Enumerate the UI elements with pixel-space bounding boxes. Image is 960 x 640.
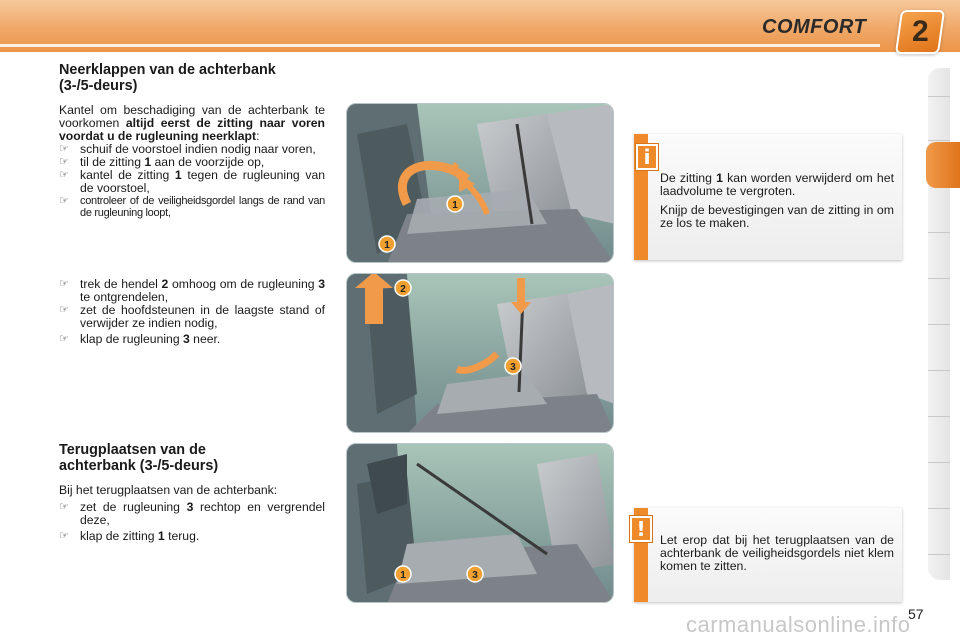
info-box xyxy=(634,134,902,260)
list-item: ☞ klap de zitting 1 terug. xyxy=(59,529,200,543)
svg-text:1: 1 xyxy=(384,240,390,251)
callout-2 xyxy=(395,280,411,296)
warning-box xyxy=(634,508,902,602)
warning-icon: ! xyxy=(630,516,652,542)
svg-text:1: 1 xyxy=(400,570,406,581)
page-number: 57 xyxy=(908,606,924,622)
callout-3 xyxy=(467,566,483,582)
illustration-lift-seat-cushion xyxy=(346,103,614,263)
page-header xyxy=(0,0,960,52)
chapter-tab-divider xyxy=(928,554,950,555)
step-list xyxy=(59,278,325,346)
illustration-restore-seat xyxy=(346,443,614,603)
callout-1 xyxy=(347,104,348,105)
callout-1 xyxy=(447,196,463,212)
callout-3 xyxy=(347,274,348,275)
chapter-tab-divider xyxy=(928,96,950,97)
info-icon: i xyxy=(636,144,658,170)
hand-bullet-icon: ☞ xyxy=(59,278,69,290)
rear-seat-illustration xyxy=(347,444,614,603)
svg-text:1: 1 xyxy=(452,200,458,211)
hand-bullet-icon: ☞ xyxy=(59,195,69,207)
list-item: ☞ trek de hendel 2 omhoog om de rugleuning 3 te ontgrendelen, xyxy=(59,277,325,304)
chapter-tab-active[interactable] xyxy=(926,142,960,188)
warning-text: Let erop dat bij het terugplaatsen van de achterbank de veiligheidsgordels niet klem komen te zitten. xyxy=(660,533,894,573)
chapter-tab-divider xyxy=(928,140,950,141)
rear-seat-illustration xyxy=(347,274,614,433)
step-list xyxy=(59,143,325,219)
watermark: carmanualsonline.info xyxy=(686,612,911,637)
hand-bullet-icon: ☞ xyxy=(59,156,69,168)
section-restore xyxy=(59,442,325,543)
section-fold-down xyxy=(59,62,325,219)
list-item: ☞ schuif de voorstoel indien nodig naar voren, xyxy=(59,142,316,156)
callout-1 xyxy=(395,566,411,582)
header-rule xyxy=(0,44,880,47)
hand-bullet-icon: ☞ xyxy=(59,333,69,345)
list-item: ☞ klap de rugleuning 3 neer. xyxy=(59,332,221,346)
list-item: ☞ kantel de zitting 1 tegen de rugleuning van de voorstoel, xyxy=(59,168,325,195)
svg-text:2: 2 xyxy=(400,284,406,295)
hand-bullet-icon: ☞ xyxy=(59,530,69,542)
info-text: Knijp de bevestigingen van de zitting in om ze los te maken. xyxy=(660,203,894,230)
hand-bullet-icon: ☞ xyxy=(59,143,69,155)
list-item: ☞ til de zitting 1 aan de voorzijde op, xyxy=(59,155,265,169)
callout-3 xyxy=(505,358,521,374)
illustration-unlock-backrest xyxy=(346,273,614,433)
intro-paragraph: Kantel om beschadiging van de achterbank te voorkomen altijd eerst de zitting naar voren voordat u de rugleuning neerklapt: xyxy=(59,103,325,143)
chapter-tab-divider xyxy=(928,370,950,371)
section-heading: Neerklappen van de achterbank (3-/5-deurs) xyxy=(59,62,276,94)
chapter-tab-divider xyxy=(928,232,950,233)
chapter-number: 2 xyxy=(911,15,929,48)
svg-text:3: 3 xyxy=(347,274,348,275)
info-text: De zitting 1 kan worden verwijderd om het laadvolume te vergroten. xyxy=(660,171,894,198)
svg-text:1: 1 xyxy=(347,104,348,105)
chapter-number-badge xyxy=(895,10,945,54)
section-heading: Terugplaatsen van de achterbank (3-/5-deurs) xyxy=(59,442,219,474)
step-list xyxy=(59,501,325,543)
chapter-tab-divider xyxy=(928,416,950,417)
section-fold-down-steps xyxy=(59,278,325,346)
callout-1 xyxy=(379,236,395,252)
chapter-tab-divider xyxy=(928,278,950,279)
intro-paragraph: Bij het terugplaatsen van de achterbank: xyxy=(59,483,278,497)
hand-bullet-icon: ☞ xyxy=(59,501,69,513)
list-item: ☞ controleer of de veiligheidsgordel langs de rand van de rugleuning loopt, xyxy=(59,195,325,219)
rear-seat-illustration xyxy=(347,104,614,263)
list-item: ☞ zet de hoofdsteunen in de laagste stand of verwijder ze indien nodig, xyxy=(59,303,325,330)
hand-bullet-icon: ☞ xyxy=(59,304,69,316)
chapter-tab-divider xyxy=(928,462,950,463)
list-item: ☞ zet de rugleuning 3 rechtop en vergrendel deze, xyxy=(59,500,325,527)
svg-text:3: 3 xyxy=(472,570,478,581)
hand-bullet-icon: ☞ xyxy=(59,169,69,181)
chapter-title: COMFORT xyxy=(762,16,867,38)
svg-text:3: 3 xyxy=(510,362,516,373)
chapter-tab-divider xyxy=(928,508,950,509)
chapter-tab-divider xyxy=(928,324,950,325)
